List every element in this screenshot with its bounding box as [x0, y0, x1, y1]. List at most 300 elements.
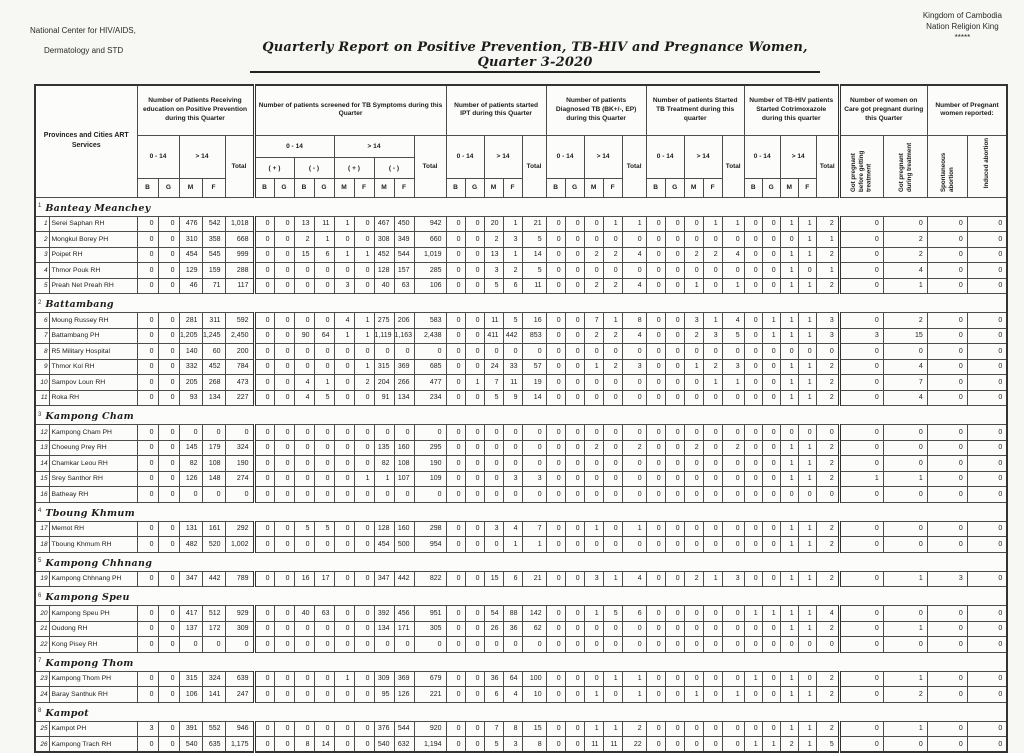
- preg-value-cell: 0: [927, 359, 967, 375]
- cotrim-value-cell: 0: [762, 375, 780, 391]
- scr-value-cell: 0: [254, 671, 274, 687]
- cotrim-value-cell: 0: [780, 344, 798, 360]
- edu-value-cell: 552: [202, 721, 225, 737]
- treat-value-cell: 3: [703, 328, 722, 344]
- scr-value-cell: 0: [334, 621, 354, 637]
- col-header-scr-f-pos: F: [354, 178, 374, 197]
- edu-value-cell: 0: [137, 375, 158, 391]
- edu-value-cell: 148: [202, 471, 225, 487]
- ipt-value-cell: 0: [465, 637, 484, 653]
- scr-value-cell: 0: [274, 671, 294, 687]
- preg-value-cell: 1: [883, 278, 927, 294]
- scr-value-cell: 11: [314, 216, 334, 232]
- treat-value-cell: 0: [684, 671, 703, 687]
- cotrim-value-cell: 2: [816, 471, 839, 487]
- cotrim-value-cell: 2: [816, 687, 839, 703]
- cotrim-value-cell: 1: [780, 278, 798, 294]
- row-number: 11: [35, 390, 49, 406]
- facility-row: [35, 263, 1007, 279]
- preg-value-cell: 0: [967, 571, 1007, 587]
- edu-value-cell: 0: [158, 313, 179, 329]
- row-number: 1: [35, 216, 49, 232]
- cotrim-value-cell: 1: [798, 359, 816, 375]
- ipt-value-cell: 0: [446, 521, 465, 537]
- scr-value-cell: 128: [374, 521, 394, 537]
- cotrim-value-cell: 0: [798, 344, 816, 360]
- scr-value-cell: 369: [394, 359, 414, 375]
- treat-value-cell: 1: [703, 216, 722, 232]
- cotrim-value-cell: 2: [816, 521, 839, 537]
- scr-value-cell: 0: [314, 278, 334, 294]
- ipt-value-cell: 0: [446, 359, 465, 375]
- col-header-scr-m-neg: M: [374, 178, 394, 197]
- ipt-value-cell: 0: [465, 737, 484, 753]
- edu-value-cell: 0: [202, 637, 225, 653]
- edu-value-cell: 0: [137, 637, 158, 653]
- scr-value-cell: 0: [274, 721, 294, 737]
- diag-value-cell: 0: [622, 390, 646, 406]
- scr-value-cell: 0: [274, 737, 294, 753]
- scr-value-cell: 369: [394, 671, 414, 687]
- cotrim-value-cell: 1: [780, 521, 798, 537]
- ipt-value-cell: 36: [484, 671, 503, 687]
- diag-value-cell: 0: [584, 263, 603, 279]
- col-header-treat-m: M: [684, 178, 703, 197]
- cotrim-value-cell: 1: [798, 313, 816, 329]
- scr-value-cell: 0: [254, 721, 274, 737]
- scr-value-cell: 0: [354, 344, 374, 360]
- treat-value-cell: 0: [665, 487, 684, 503]
- treat-value-cell: 0: [665, 328, 684, 344]
- scr-value-cell: 0: [254, 456, 274, 472]
- preg-value-cell: 0: [967, 263, 1007, 279]
- scr-value-cell: 0: [334, 521, 354, 537]
- ipt-value-cell: 3: [503, 471, 522, 487]
- treat-value-cell: 0: [703, 621, 722, 637]
- treat-value-cell: 3: [684, 313, 703, 329]
- scr-value-cell: 308: [374, 232, 394, 248]
- edu-value-cell: 0: [137, 606, 158, 622]
- ipt-value-cell: 0: [465, 687, 484, 703]
- ipt-value-cell: 7: [522, 521, 546, 537]
- diag-value-cell: 0: [565, 687, 584, 703]
- col-header-ipt-f: F: [503, 178, 522, 197]
- diag-value-cell: 0: [565, 247, 584, 263]
- diag-value-cell: 0: [622, 487, 646, 503]
- scr-value-cell: 0: [354, 721, 374, 737]
- scr-value-cell: 0: [274, 216, 294, 232]
- ipt-value-cell: 3: [484, 263, 503, 279]
- scr-value-cell: 0: [314, 471, 334, 487]
- col-header-education-group: Number of Patients Receiving education on Positive Prevention during this Quarter: [137, 85, 254, 135]
- ipt-value-cell: 0: [484, 471, 503, 487]
- ipt-value-cell: 0: [503, 344, 522, 360]
- edu-value-cell: 473: [225, 375, 254, 391]
- row-number: 21: [35, 621, 49, 637]
- scr-value-cell: 206: [394, 313, 414, 329]
- scr-value-cell: 0: [334, 359, 354, 375]
- scr-value-cell: 3: [334, 278, 354, 294]
- cotrim-value-cell: 0: [816, 637, 839, 653]
- diag-value-cell: 0: [565, 471, 584, 487]
- preg-value-cell: 0: [927, 216, 967, 232]
- preg-value-cell: 0: [839, 247, 883, 263]
- ipt-value-cell: 3: [484, 521, 503, 537]
- row-number: 13: [35, 440, 49, 456]
- facility-row: [35, 621, 1007, 637]
- page-title: Quarterly Report on Positive Prevention, TB-HIV and Pregnance Women, Quarter 3-2020: [250, 40, 820, 73]
- facility-name: R5 Military Hospital: [49, 344, 137, 360]
- report-table-container: [34, 84, 1008, 753]
- scr-value-cell: 0: [274, 487, 294, 503]
- edu-value-cell: 0: [158, 247, 179, 263]
- cotrim-value-cell: 0: [744, 456, 762, 472]
- facility-row: [35, 313, 1007, 329]
- scr-value-cell: 0: [334, 456, 354, 472]
- scr-value-cell: 15: [294, 247, 314, 263]
- treat-value-cell: 0: [722, 263, 744, 279]
- ipt-value-cell: 8: [522, 737, 546, 753]
- scr-value-cell: 1: [314, 232, 334, 248]
- diag-value-cell: 0: [546, 440, 565, 456]
- ipt-value-cell: 0: [522, 440, 546, 456]
- cotrim-value-cell: 2: [816, 537, 839, 553]
- treat-value-cell: 3: [722, 359, 744, 375]
- cotrim-value-cell: 1: [780, 375, 798, 391]
- edu-value-cell: 0: [202, 487, 225, 503]
- scr-value-cell: 5: [314, 521, 334, 537]
- scr-value-cell: 1: [354, 328, 374, 344]
- cotrim-value-cell: 0: [780, 637, 798, 653]
- cotrim-value-cell: 0: [744, 263, 762, 279]
- cotrim-value-cell: 1: [762, 737, 780, 753]
- province-section-row: [35, 406, 1007, 425]
- col-header-cotrim-age-0-14: 0 - 14: [744, 135, 780, 178]
- edu-value-cell: 0: [158, 216, 179, 232]
- edu-value-cell: 268: [202, 375, 225, 391]
- diag-value-cell: 0: [546, 216, 565, 232]
- preg-value-cell: 0: [927, 521, 967, 537]
- scr-value-cell: 0: [274, 537, 294, 553]
- scr-value-cell: 0: [254, 263, 274, 279]
- cotrim-value-cell: 0: [744, 359, 762, 375]
- scr-value-cell: 0: [274, 606, 294, 622]
- diag-value-cell: 0: [565, 637, 584, 653]
- facility-name: Kampot PH: [49, 721, 137, 737]
- scr-value-cell: 2: [294, 232, 314, 248]
- facility-row: [35, 278, 1007, 294]
- scr-value-cell: 685: [414, 359, 446, 375]
- scr-value-cell: 190: [414, 456, 446, 472]
- edu-value-cell: 0: [179, 425, 202, 441]
- edu-value-cell: 454: [179, 247, 202, 263]
- treat-value-cell: 4: [722, 247, 744, 263]
- treat-value-cell: 2: [684, 328, 703, 344]
- kingdom-line2: Nation Religion King: [926, 22, 999, 31]
- preg-value-cell: 0: [927, 375, 967, 391]
- cotrim-value-cell: 1: [780, 313, 798, 329]
- facility-name: Kampong Thom PH: [49, 671, 137, 687]
- treat-value-cell: 0: [646, 637, 665, 653]
- diag-value-cell: 0: [622, 232, 646, 248]
- scr-value-cell: 40: [294, 606, 314, 622]
- diag-value-cell: 0: [565, 344, 584, 360]
- treat-value-cell: 0: [665, 313, 684, 329]
- cotrim-value-cell: 0: [798, 487, 816, 503]
- treat-value-cell: 0: [703, 344, 722, 360]
- diag-value-cell: 0: [546, 263, 565, 279]
- cotrim-value-cell: 1: [780, 216, 798, 232]
- edu-value-cell: 227: [225, 390, 254, 406]
- scr-value-cell: 106: [414, 278, 446, 294]
- scr-value-cell: 920: [414, 721, 446, 737]
- ipt-value-cell: 14: [522, 390, 546, 406]
- col-header-tb-treatment-group: Number of patients Started TB Treatment during this quarter: [646, 85, 744, 135]
- cotrim-value-cell: 0: [744, 313, 762, 329]
- ipt-value-cell: 0: [503, 440, 522, 456]
- ipt-value-cell: 0: [465, 537, 484, 553]
- cotrim-value-cell: 0: [762, 247, 780, 263]
- treat-value-cell: 2: [684, 571, 703, 587]
- facility-row: [35, 390, 1007, 406]
- diag-value-cell: 0: [546, 687, 565, 703]
- treat-value-cell: 0: [665, 247, 684, 263]
- diag-value-cell: 0: [603, 232, 622, 248]
- edu-value-cell: 0: [158, 671, 179, 687]
- treat-value-cell: 0: [703, 425, 722, 441]
- cotrim-value-cell: 2: [816, 247, 839, 263]
- preg-value-cell: 1: [883, 471, 927, 487]
- preg-value-cell: 0: [883, 456, 927, 472]
- facility-row: [35, 232, 1007, 248]
- edu-value-cell: 159: [202, 263, 225, 279]
- cotrim-value-cell: 1: [780, 606, 798, 622]
- col-header-ipt-total: Total: [522, 135, 546, 197]
- ipt-value-cell: 1: [522, 537, 546, 553]
- ipt-value-cell: 0: [446, 487, 465, 503]
- kingdom-header: [923, 10, 1002, 43]
- ipt-value-cell: 11: [484, 313, 503, 329]
- treat-value-cell: 0: [646, 521, 665, 537]
- scr-value-cell: 1: [334, 247, 354, 263]
- treat-value-cell: 0: [703, 687, 722, 703]
- cotrim-value-cell: 0: [780, 425, 798, 441]
- scr-value-cell: 0: [354, 621, 374, 637]
- scr-value-cell: 0: [354, 521, 374, 537]
- ipt-value-cell: 442: [503, 328, 522, 344]
- col-header-scr-m-pos: M: [334, 178, 354, 197]
- province-section-name: Banteay Meanchey: [45, 202, 151, 214]
- edu-value-cell: 512: [202, 606, 225, 622]
- ipt-value-cell: 2: [484, 232, 503, 248]
- edu-value-cell: 3: [137, 721, 158, 737]
- ipt-value-cell: 0: [446, 375, 465, 391]
- col-header-ipt-age-0-14: 0 - 14: [446, 135, 484, 178]
- col-header-treat-f: F: [703, 178, 722, 197]
- edu-value-cell: 0: [137, 571, 158, 587]
- ipt-value-cell: 0: [446, 344, 465, 360]
- scr-value-cell: 0: [334, 390, 354, 406]
- ipt-value-cell: 15: [484, 571, 503, 587]
- province-section-cell: [35, 197, 1007, 216]
- cotrim-value-cell: 1: [798, 247, 816, 263]
- preg-value-cell: 0: [927, 247, 967, 263]
- preg-value-cell: 0: [839, 571, 883, 587]
- ipt-value-cell: 142: [522, 606, 546, 622]
- scr-value-cell: 0: [354, 737, 374, 753]
- cotrim-value-cell: 2: [816, 390, 839, 406]
- cotrim-value-cell: 0: [762, 263, 780, 279]
- cotrim-value-cell: 1: [780, 359, 798, 375]
- preg-value-cell: 0: [927, 537, 967, 553]
- cotrim-value-cell: 1: [798, 721, 816, 737]
- ipt-value-cell: 0: [465, 247, 484, 263]
- facility-row: [35, 440, 1007, 456]
- ipt-value-cell: 100: [522, 671, 546, 687]
- scr-value-cell: 13: [294, 216, 314, 232]
- cotrim-value-cell: 2: [816, 671, 839, 687]
- ipt-value-cell: 3: [522, 471, 546, 487]
- col-header-ipt-m: M: [484, 178, 503, 197]
- scr-value-cell: 0: [414, 425, 446, 441]
- treat-value-cell: 0: [684, 216, 703, 232]
- treat-value-cell: 0: [646, 687, 665, 703]
- preg-value-cell: 0: [839, 359, 883, 375]
- cotrim-value-cell: 0: [744, 344, 762, 360]
- cotrim-value-cell: 1: [798, 278, 816, 294]
- ipt-value-cell: 0: [446, 671, 465, 687]
- ipt-value-cell: 0: [446, 440, 465, 456]
- facility-row: [35, 737, 1007, 753]
- cotrim-value-cell: 0: [762, 425, 780, 441]
- kingdom-line1: Kingdom of Cambodia: [922, 11, 1002, 20]
- treat-value-cell: 1: [684, 359, 703, 375]
- edu-value-cell: 315: [179, 671, 202, 687]
- preg-value-cell: 0: [967, 471, 1007, 487]
- scr-value-cell: 0: [314, 456, 334, 472]
- scr-value-cell: 107: [394, 471, 414, 487]
- scr-value-cell: 0: [274, 425, 294, 441]
- scr-value-cell: 305: [414, 621, 446, 637]
- province-section-cell: [35, 587, 1007, 606]
- cotrim-value-cell: 1: [780, 328, 798, 344]
- ipt-value-cell: 8: [503, 721, 522, 737]
- facility-name: Memot RH: [49, 521, 137, 537]
- edu-value-cell: 0: [225, 487, 254, 503]
- scr-value-cell: 0: [294, 487, 314, 503]
- diag-value-cell: 2: [622, 440, 646, 456]
- diag-value-cell: 1: [622, 216, 646, 232]
- cotrim-value-cell: 2: [780, 737, 798, 753]
- scr-value-cell: 0: [274, 456, 294, 472]
- treat-value-cell: 0: [646, 247, 665, 263]
- facility-name: Choeung Prey RH: [49, 440, 137, 456]
- row-number: 24: [35, 687, 49, 703]
- treat-value-cell: 0: [684, 737, 703, 753]
- treat-value-cell: 0: [665, 216, 684, 232]
- treat-value-cell: 0: [646, 487, 665, 503]
- province-section-row: [35, 197, 1007, 216]
- treat-value-cell: 0: [703, 471, 722, 487]
- ipt-value-cell: 0: [446, 456, 465, 472]
- edu-value-cell: 0: [158, 425, 179, 441]
- province-section-cell: [35, 406, 1007, 425]
- scr-value-cell: 82: [374, 456, 394, 472]
- treat-value-cell: 0: [703, 637, 722, 653]
- scr-value-cell: 0: [294, 637, 314, 653]
- preg-value-cell: 0: [927, 232, 967, 248]
- province-section-cell: [35, 294, 1007, 313]
- scr-value-cell: 0: [354, 487, 374, 503]
- scr-value-cell: 0: [294, 278, 314, 294]
- edu-value-cell: 0: [137, 456, 158, 472]
- edu-value-cell: 0: [158, 687, 179, 703]
- edu-value-cell: 137: [179, 621, 202, 637]
- diag-value-cell: 0: [565, 671, 584, 687]
- preg-value-cell: 0: [927, 621, 967, 637]
- scr-value-cell: 0: [354, 571, 374, 587]
- scr-value-cell: 0: [314, 425, 334, 441]
- ipt-value-cell: 14: [522, 247, 546, 263]
- diag-value-cell: 0: [546, 621, 565, 637]
- scr-value-cell: 0: [314, 537, 334, 553]
- ipt-value-cell: 1: [503, 216, 522, 232]
- cotrim-value-cell: 0: [744, 425, 762, 441]
- scr-value-cell: 8: [294, 737, 314, 753]
- diag-value-cell: 3: [584, 571, 603, 587]
- cotrim-value-cell: 0: [762, 687, 780, 703]
- edu-value-cell: 0: [179, 487, 202, 503]
- cotrim-value-cell: 0: [798, 263, 816, 279]
- diag-value-cell: 3: [622, 359, 646, 375]
- cotrim-value-cell: 0: [762, 344, 780, 360]
- treat-value-cell: 0: [722, 637, 744, 653]
- preg-value-cell: 0: [967, 247, 1007, 263]
- edu-value-cell: 999: [225, 247, 254, 263]
- treat-value-cell: 0: [722, 344, 744, 360]
- diag-value-cell: 0: [584, 621, 603, 637]
- scr-value-cell: 0: [274, 359, 294, 375]
- diag-value-cell: 0: [565, 313, 584, 329]
- treat-value-cell: 0: [722, 671, 744, 687]
- scr-value-cell: 452: [374, 247, 394, 263]
- cotrim-value-cell: 2: [816, 359, 839, 375]
- scr-value-cell: 0: [274, 232, 294, 248]
- edu-value-cell: 93: [179, 390, 202, 406]
- edu-value-cell: 0: [158, 571, 179, 587]
- diag-value-cell: 0: [622, 375, 646, 391]
- diag-value-cell: 2: [603, 328, 622, 344]
- preg-value-cell: 0: [967, 621, 1007, 637]
- treat-value-cell: 0: [703, 606, 722, 622]
- treat-value-cell: 2: [703, 359, 722, 375]
- cotrim-value-cell: 5: [816, 737, 839, 753]
- cotrim-value-cell: 1: [816, 232, 839, 248]
- diag-value-cell: 0: [603, 521, 622, 537]
- diag-value-cell: 0: [546, 721, 565, 737]
- diag-value-cell: 0: [584, 216, 603, 232]
- diag-value-cell: 4: [622, 247, 646, 263]
- ipt-value-cell: 0: [446, 216, 465, 232]
- edu-value-cell: 0: [137, 621, 158, 637]
- scr-value-cell: 0: [254, 537, 274, 553]
- cotrim-value-cell: 1: [816, 263, 839, 279]
- scr-value-cell: 0: [254, 232, 274, 248]
- preg-value-cell: 0: [839, 278, 883, 294]
- row-number: 5: [35, 278, 49, 294]
- edu-value-cell: 0: [137, 440, 158, 456]
- cotrim-value-cell: 0: [762, 456, 780, 472]
